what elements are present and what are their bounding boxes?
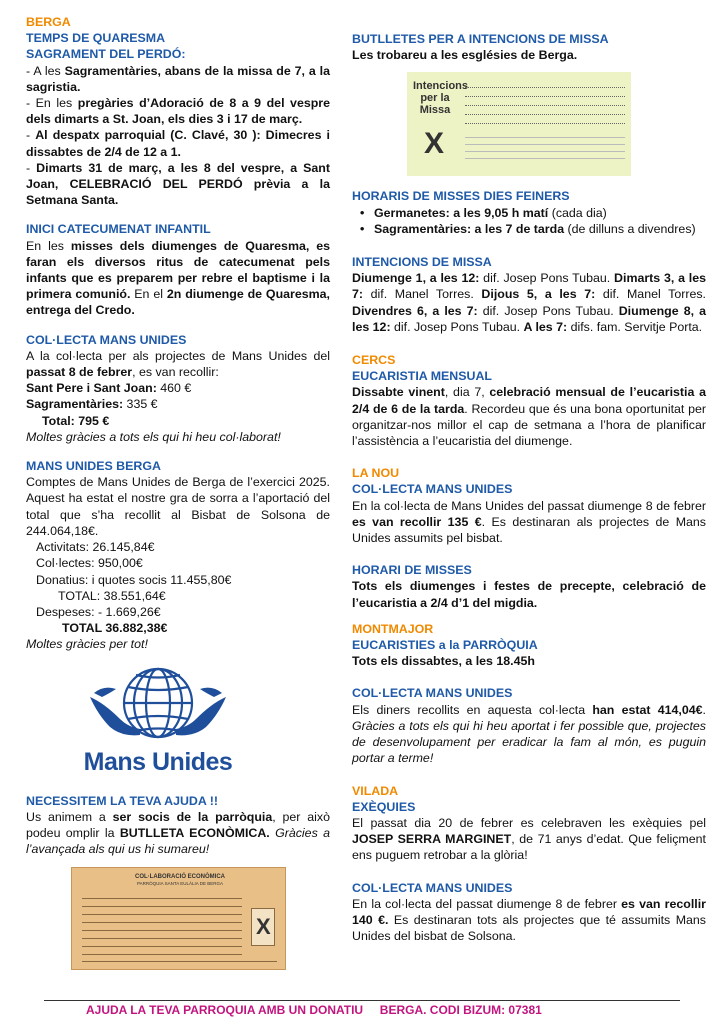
mu-total-2: TOTAL 36.882,38€: [62, 621, 168, 636]
mu-total-1: TOTAL: 38.551,64€: [58, 588, 166, 603]
globe-hands-icon: [70, 663, 246, 747]
mu-despeses: Despeses: - 1.669,26€: [36, 604, 161, 619]
vilada-collecta-text: En la col·lecta del passat diumenge 8 de febrer es van recollir 140 €. Es destinaran tots als projectes que té assumits Mans Unides del bisbat de Solsona.: [352, 896, 706, 944]
perdo-item-3: - Al despatx parroquial (C. Clavé, 30 ): Dimecres i dissabtes de 2/4 de 12 a 1.: [26, 128, 330, 159]
ajuda-heading: NECESSITEM LA TEVA AJUDA !!: [26, 793, 219, 808]
parish-heading-cercs: CERCS: [352, 353, 396, 368]
mu-thanks: Moltes gràcies per tot!: [26, 637, 148, 652]
mu-donatius: Donatius: i quotes socis 11.455,80€: [36, 572, 232, 587]
perdo-item-1: - A les Sagramentàries, abans de la missa de 7, a la sagristia.: [26, 63, 330, 94]
butlletes-text: Les trobareu a les esglésies de Berga.: [352, 48, 578, 63]
montmajor-eucaristies-heading: EUCARISTIES a la PARRÒQUIA: [352, 638, 538, 653]
catecumenat-heading: INICI CATECUMENAT INFANTIL: [26, 222, 211, 237]
form-footer-line: [82, 961, 277, 965]
intencions-card-image: [407, 72, 631, 176]
form-lines: [82, 892, 242, 956]
perdo-heading: SAGRAMENT DEL PERDÓ:: [26, 47, 186, 62]
horaris-heading: HORARIS DE MISSES DIES FEINERS: [352, 189, 570, 204]
la-nou-horari-text: Tots els diumenges i festes de precepte, celebració de l’eucaristia a 2/4 d’1 del migdia.: [352, 579, 706, 610]
collecta-sagramentaries: Sagramentàries: 335 €: [26, 397, 158, 412]
right-column: [352, 14, 706, 944]
mans-unides-berga-text: Comptes de Mans Unides de Berga de l’exercici 2025. Aquest ha estat el nostre gra de sorra a l’aportació del total que s’ha recollit al Bisbat de Solsona de 244.064,18€.: [26, 475, 330, 538]
logo-wordmark: Mans Unides: [83, 747, 233, 776]
montmajor-collecta-heading: COL·LECTA MANS UNIDES: [352, 686, 513, 701]
card-title: Intencions per la Missa: [413, 80, 469, 117]
card-notes: [465, 132, 625, 166]
form-title: COL·LABORACIÓ ECONÒMICA: [135, 874, 225, 881]
la-nou-horari-heading: HORARI DE MISSES: [352, 563, 472, 578]
eucaristia-mensual-heading: EUCARISTIA MENSUAL: [352, 369, 492, 384]
parish-heading-la-nou: LA NOU: [352, 466, 400, 481]
card-fields: [465, 80, 625, 125]
catecumenat-text: En les misses dels diumenges de Quaresma, es faran els diversos ritus de catecumenat pels infants que es preparem per rebre el baptisme i la primera comunió. En el 2n diumenge de Quaresma, entrega del Credo.: [26, 238, 331, 318]
horari-sagramentaries: • Sagramentàries: a les 7 de tarda (de dilluns a divendres): [360, 221, 706, 237]
horaris-list: [352, 205, 706, 237]
quaresma-heading: TEMPS DE QUARESMA: [26, 31, 166, 46]
collecta-total: Total: 795 €: [42, 413, 110, 428]
butlleta-economica-image: [71, 867, 286, 970]
la-nou-collecta-text: En la col·lecta de Mans Unides del passat diumenge 8 de febrer es van recollir 135 €. Es destinaran als projectes de Mans Unides assumits pel bisbat.: [352, 498, 706, 546]
form-subtitle: PARRÒQUIA SANTA EULÀLIA DE BERGA: [136, 881, 224, 887]
intencions-heading: INTENCIONS DE MISSA: [352, 255, 492, 270]
montmajor-collecta-text: Els diners recollits en aquesta col·lecta han estat 414,04€. Gràcies a tots els qui hi heu aportat i fer possible que, projectes de desenvolupament per eradicar la fam al món, es puguin portar a terme!: [352, 702, 706, 766]
perdo-item-4: - Dimarts 31 de març, a les 8 del vespre, a Sant Joan, CELEBRACIÓ DEL PERDÓ prèvia a la Setmana Santa.: [26, 160, 330, 208]
footer-donation-banner: AJUDA LA TEVA PARROQUIA AMB UN DONATIU BERGA. CODI BIZUM: 07381: [86, 1003, 542, 1017]
ajuda-text: Us animem a ser socis de la parròquia, per això podeu omplir la BUTLLETA ECONÒMICA. Gràcies a l’avançada als qui us hi sumareu!: [26, 809, 330, 857]
exequies-heading: EXÈQUIES: [352, 799, 416, 814]
vilada-collecta-heading: COL·LECTA MANS UNIDES: [352, 880, 513, 895]
mu-collectes: Col·lectes: 950,00€: [36, 556, 143, 571]
intencions-text: Diumenge 1, a les 12: dif. Josep Pons Tubau. Dimarts 3, a les 7: dif. Manel Torres. Dijous 5, a les 7: dif. Manel Torres. Divendres 6, a les 7: dif. Josep Pons Tubau. Diumenge 8, a les 12: dif. Josep Pons Tubau. A les 7: difs. fam. Servitje Porta.: [352, 271, 706, 334]
x-tax-icon: [421, 124, 447, 168]
butlletes-heading: BUTLLETES PER A INTENCIONS DE MISSA: [352, 32, 609, 46]
horari-germanetes: • Germanetes: a les 9,05 h matí (cada dia): [360, 205, 706, 221]
collecta-sant-pere: Sant Pere i Sant Joan: 460 €: [26, 381, 192, 396]
left-column: [26, 14, 330, 970]
mans-unides-berga-heading: MANS UNIDES BERGA: [26, 459, 161, 474]
collecta-text: A la col·lecta per als projectes de Mans Unides del passat 8 de febrer, es van recollir:: [26, 348, 330, 380]
collecta-thanks: Moltes gràcies a tots els qui hi heu col·laborat!: [26, 429, 281, 444]
eucaristia-mensual-text: Dissabte vinent, dia 7, celebració mensual de l’eucaristia a 2/4 de 6 de la tarda. Recordeu que és una bona oportunitat per organitzar-nos millor el cap de setmana a l’hora de planificar l’assistència a l’eucaristia del diumenge.: [352, 385, 706, 449]
montmajor-eucaristies-text: Tots els dissabtes, a les 18.45h: [352, 654, 535, 669]
footer-divider: [44, 1000, 680, 1001]
la-nou-collecta-heading: COL·LECTA MANS UNIDES: [352, 482, 513, 497]
collecta-heading: COL·LECTA MANS UNIDES: [26, 332, 187, 347]
parish-heading-berga: BERGA: [26, 15, 71, 29]
mans-unides-logo: [70, 663, 246, 781]
mu-activitats: Activitats: 26.145,84€: [36, 540, 155, 555]
exequies-text: El passat dia 20 de febrer es celebraven les exèquies pel JOSEP SERRA MARGINET, de 71 anys d’edat. Que feliçment ens puguem retrobar a la glòria!: [352, 815, 706, 863]
parish-heading-montmajor: MONTMAJOR: [352, 621, 434, 636]
x-tax-icon: [251, 908, 275, 946]
perdo-item-2: - En les pregàries d’Adoració de 8 a 9 del vespre dels dimarts a St. Joan, els dies 3 i 17 de març.: [26, 96, 331, 127]
parish-heading-vilada: VILADA: [352, 783, 399, 798]
